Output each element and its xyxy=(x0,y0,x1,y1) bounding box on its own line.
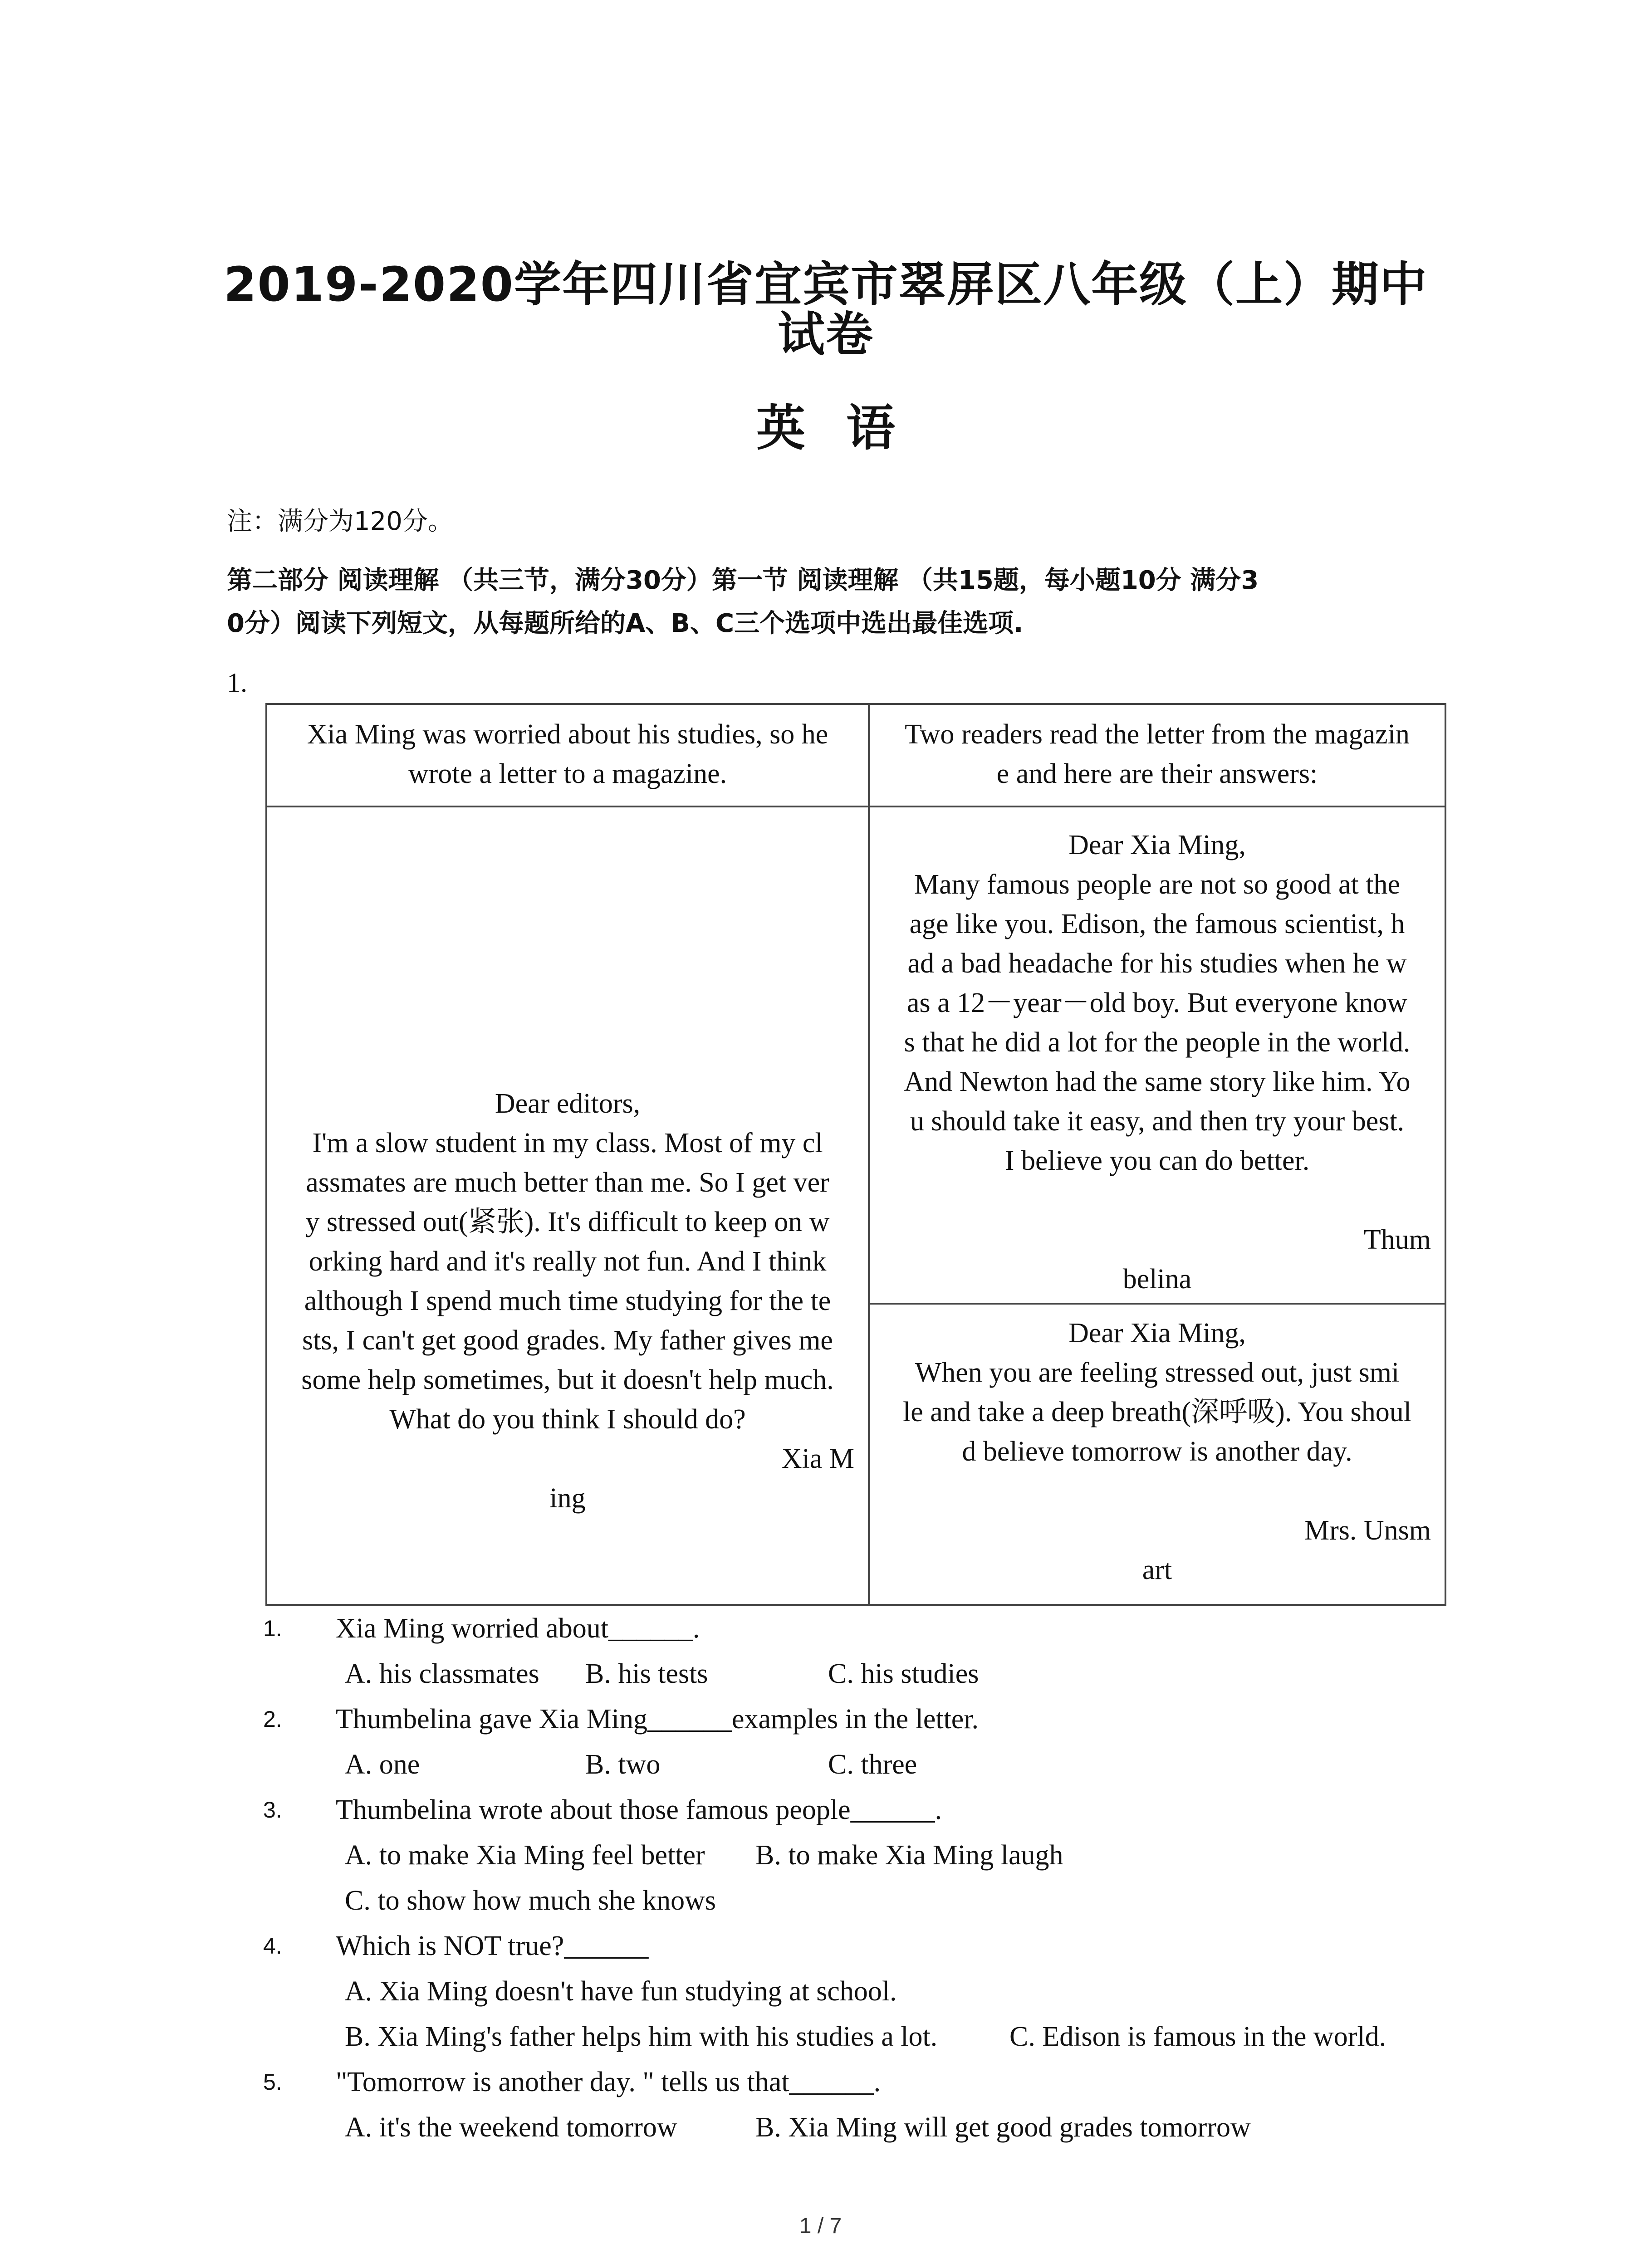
letter-line: s that he did a lot for the people in the world. xyxy=(904,1027,1411,1058)
question-group-number: 1. xyxy=(227,668,247,698)
letter-xia-ming xyxy=(265,806,870,1606)
letter-line: I'm a slow student in my class. Most of my cl xyxy=(312,1128,823,1158)
letter-line: u should take it easy, and then try your best. xyxy=(910,1106,1405,1137)
answer-option[interactable]: C. three xyxy=(828,1749,917,1780)
letter-thumbelina xyxy=(868,806,1446,1305)
question-stem: Xia Ming worried about______. xyxy=(336,1613,700,1644)
header-line: Xia Ming was worried about his studies, so he xyxy=(307,719,828,750)
answer-option[interactable]: A. his classmates xyxy=(345,1658,539,1689)
question-stem: "Tomorrow is another day. " tells us that______. xyxy=(336,2067,881,2097)
letter-line: Many famous people are not so good at the xyxy=(914,869,1400,900)
answer-option[interactable]: C. his studies xyxy=(828,1658,979,1689)
letter-line: as a 12－year－old boy. But everyone know xyxy=(906,987,1408,1018)
answer-option[interactable]: C. to show how much she knows xyxy=(345,1885,716,1916)
letter-greeting: Dear editors, xyxy=(495,1088,641,1119)
answer-option[interactable]: A. Xia Ming doesn't have fun studying at school. xyxy=(345,1976,897,2007)
letter-line: ad a bad headache for his studies when he w xyxy=(907,948,1407,979)
letter-signature: Thum xyxy=(1363,1224,1431,1255)
letter-line: assmates are much better than me. So I get ver xyxy=(306,1167,829,1198)
header-line: wrote a letter to a magazine. xyxy=(408,758,727,789)
section-instruction-line2: 0分）阅读下列短文，从每题所给的A、B、C三个选项中选出最佳选项. xyxy=(227,609,1024,638)
letter-signature-cont: art xyxy=(1142,1554,1172,1585)
letter-line: sts, I can't get good grades. My father gives me xyxy=(302,1325,833,1356)
letter-mrs-unsmart xyxy=(868,1303,1446,1606)
passage-table xyxy=(265,703,1446,1606)
letter-line: What do you think I should do? xyxy=(389,1404,746,1435)
letter-line: I believe you can do better. xyxy=(1004,1145,1310,1176)
answer-option[interactable]: B. Xia Ming will get good grades tomorrow xyxy=(755,2112,1251,2143)
header-line: Two readers read the letter from the magazin xyxy=(905,719,1410,750)
answer-option[interactable]: C. Edison is famous in the world. xyxy=(1009,2021,1386,2052)
question-stem: Thumbelina gave Xia Ming______examples in the letter. xyxy=(336,1704,979,1735)
letter-line: When you are feeling stressed out, just smi xyxy=(915,1357,1400,1388)
page-number: 1 / 7 xyxy=(799,2214,842,2238)
exam-title-line2: 试卷 xyxy=(777,307,874,362)
letter-greeting: Dear Xia Ming, xyxy=(1068,830,1246,860)
question-number: 4. xyxy=(263,1933,282,1959)
letter-signature: Mrs. Unsm xyxy=(1304,1515,1431,1546)
answer-option[interactable]: B. his tests xyxy=(585,1658,708,1689)
letter-line: orking hard and it's really not fun. And I think xyxy=(309,1246,827,1277)
letter-line: d believe tomorrow is another day. xyxy=(962,1436,1352,1467)
section-instruction-line1: 第二部分 阅读理解 （共三节，满分30分）第一节 阅读理解 （共15题，每小题10分 满分3 xyxy=(227,566,1259,595)
letter-line: age like you. Edison, the famous scientist, h xyxy=(909,909,1405,939)
answer-option[interactable]: A. one xyxy=(345,1749,420,1780)
subject-title: 英语 xyxy=(756,400,936,457)
letter-greeting: Dear Xia Ming, xyxy=(1068,1318,1246,1349)
answer-option[interactable]: B. Xia Ming's father helps him with his studies a lot. xyxy=(345,2021,938,2052)
question-number: 1. xyxy=(263,1616,282,1641)
question-number: 2. xyxy=(263,1706,282,1732)
letter-signature-cont: belina xyxy=(1122,1264,1192,1295)
letter-line: le and take a deep breath(深呼吸). You shoul xyxy=(903,1397,1411,1427)
letter-line: although I spend much time studying for the te xyxy=(304,1286,831,1316)
score-note: 注：满分为120分。 xyxy=(227,507,453,536)
letter-signature: Xia M xyxy=(781,1443,854,1474)
letter-line: some help sometimes, but it doesn't help much. xyxy=(301,1364,834,1395)
letter-signature-cont: ing xyxy=(549,1483,586,1514)
letter-line: And Newton had the same story like him. Yo xyxy=(904,1066,1411,1097)
exam-title-line1: 2019-2020学年四川省宜宾市翠屏区八年级（上）期中 xyxy=(223,257,1428,312)
letter-line: y stressed out(紧张). It's difficult to keep on w xyxy=(305,1207,830,1237)
question-stem: Which is NOT true?______ xyxy=(336,1931,649,1961)
answer-option[interactable]: A. to make Xia Ming feel better xyxy=(345,1840,705,1871)
question-number: 3. xyxy=(263,1797,282,1823)
answer-option[interactable]: A. it's the weekend tomorrow xyxy=(345,2112,677,2143)
question-stem: Thumbelina wrote about those famous people______. xyxy=(336,1794,942,1825)
question-number: 5. xyxy=(263,2069,282,2095)
answer-option[interactable]: B. two xyxy=(585,1749,661,1780)
passage-header-right xyxy=(868,703,1446,807)
header-line: e and here are their answers: xyxy=(996,758,1318,789)
passage-header-left xyxy=(265,703,870,807)
answer-option[interactable]: B. to make Xia Ming laugh xyxy=(755,1840,1063,1871)
